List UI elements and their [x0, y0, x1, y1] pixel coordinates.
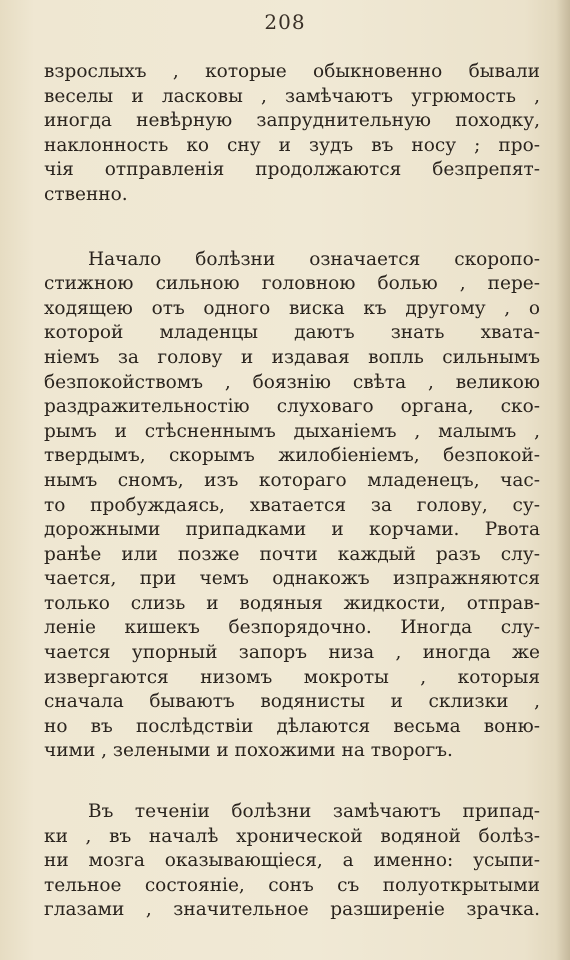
text-line: ранѣе или позже почти каждый разъ слу- [44, 543, 540, 565]
text-line: безпокойствомъ , боязнію свѣта , великою [44, 371, 540, 393]
text-line: веселы и ласковы , замѣчаютъ угрюмость , [44, 85, 540, 107]
text-line: рымъ и стѣсненнымъ дыханіемъ , малымъ , [44, 420, 540, 442]
body-text [44, 60, 540, 923]
text-line: то пробуждаясь, хватается за голову, су- [44, 494, 540, 516]
text-line: взрослыхъ , которые обыкновенно бывали [44, 61, 540, 82]
paragraph-2 [44, 248, 540, 764]
text-line: чія отправленія продолжаются безпрепят- [44, 159, 540, 181]
text-line: ни мозга оказывающіеся, а именно: усыпи- [44, 850, 540, 872]
text-line: Въ теченіи болѣзни замѣчаютъ припад- [88, 801, 540, 823]
text-line: глазами , значительное разширеніе зрачка. [44, 899, 540, 921]
text-line: чими , зелеными и похожими на творогъ. [44, 740, 453, 762]
text-line: которой младенцы даютъ знать хвата- [44, 322, 540, 344]
paragraph-spacer [44, 764, 540, 800]
text-line: ственно. [44, 183, 128, 205]
text-line: дорожными припадками и корчами. Рвота [44, 519, 540, 541]
text-line: извергаются низомъ мокроты , которыя [44, 666, 540, 688]
text-line: чается, при чемъ однакожъ изпражняются [44, 568, 540, 590]
page-number: 208 [264, 10, 306, 34]
text-line: сначала бываютъ водянисты и склизки , [44, 691, 540, 713]
text-line: раздражительностію слуховаго органа, ско- [44, 396, 540, 418]
text-line: наклонность ко сну и зудъ въ носу ; про- [44, 134, 540, 156]
text-line: леніе кишекъ безпорядочно. Иногда слу- [44, 617, 540, 639]
text-line: только слизь и водяныя жидкости, отправ- [44, 592, 540, 614]
text-line: твердымъ, скорымъ жилобіеніемъ, безпокой- [44, 445, 540, 467]
text-line: Начало болѣзни означается скоропо- [88, 248, 540, 270]
paragraph-3 [44, 800, 540, 923]
text-line: ходящею отъ одного виска къ другому , о [44, 297, 540, 319]
text-line: иногда невѣрную запруднительную походку, [44, 110, 540, 132]
paragraph-spacer [44, 208, 540, 248]
text-line: нымъ сномъ, изъ котораго младенецъ, час- [44, 469, 540, 491]
text-line: чается упорный запоръ низа , иногда же [44, 642, 540, 664]
text-line: ки , въ началѣ хронической водяной болѣз- [44, 825, 540, 847]
page-edge-shadow [556, 0, 570, 960]
text-line: стижною сильною головною болью , пере- [44, 273, 540, 295]
text-line: но въ послѣдствіи дѣлаются весьма воню- [44, 715, 540, 737]
text-line: тельное состояніе, сонъ съ полуоткрытыми [44, 874, 540, 896]
paragraph-1 [44, 60, 540, 208]
text-line: ніемъ за голову и издавая вопль сильнымъ [44, 346, 540, 368]
